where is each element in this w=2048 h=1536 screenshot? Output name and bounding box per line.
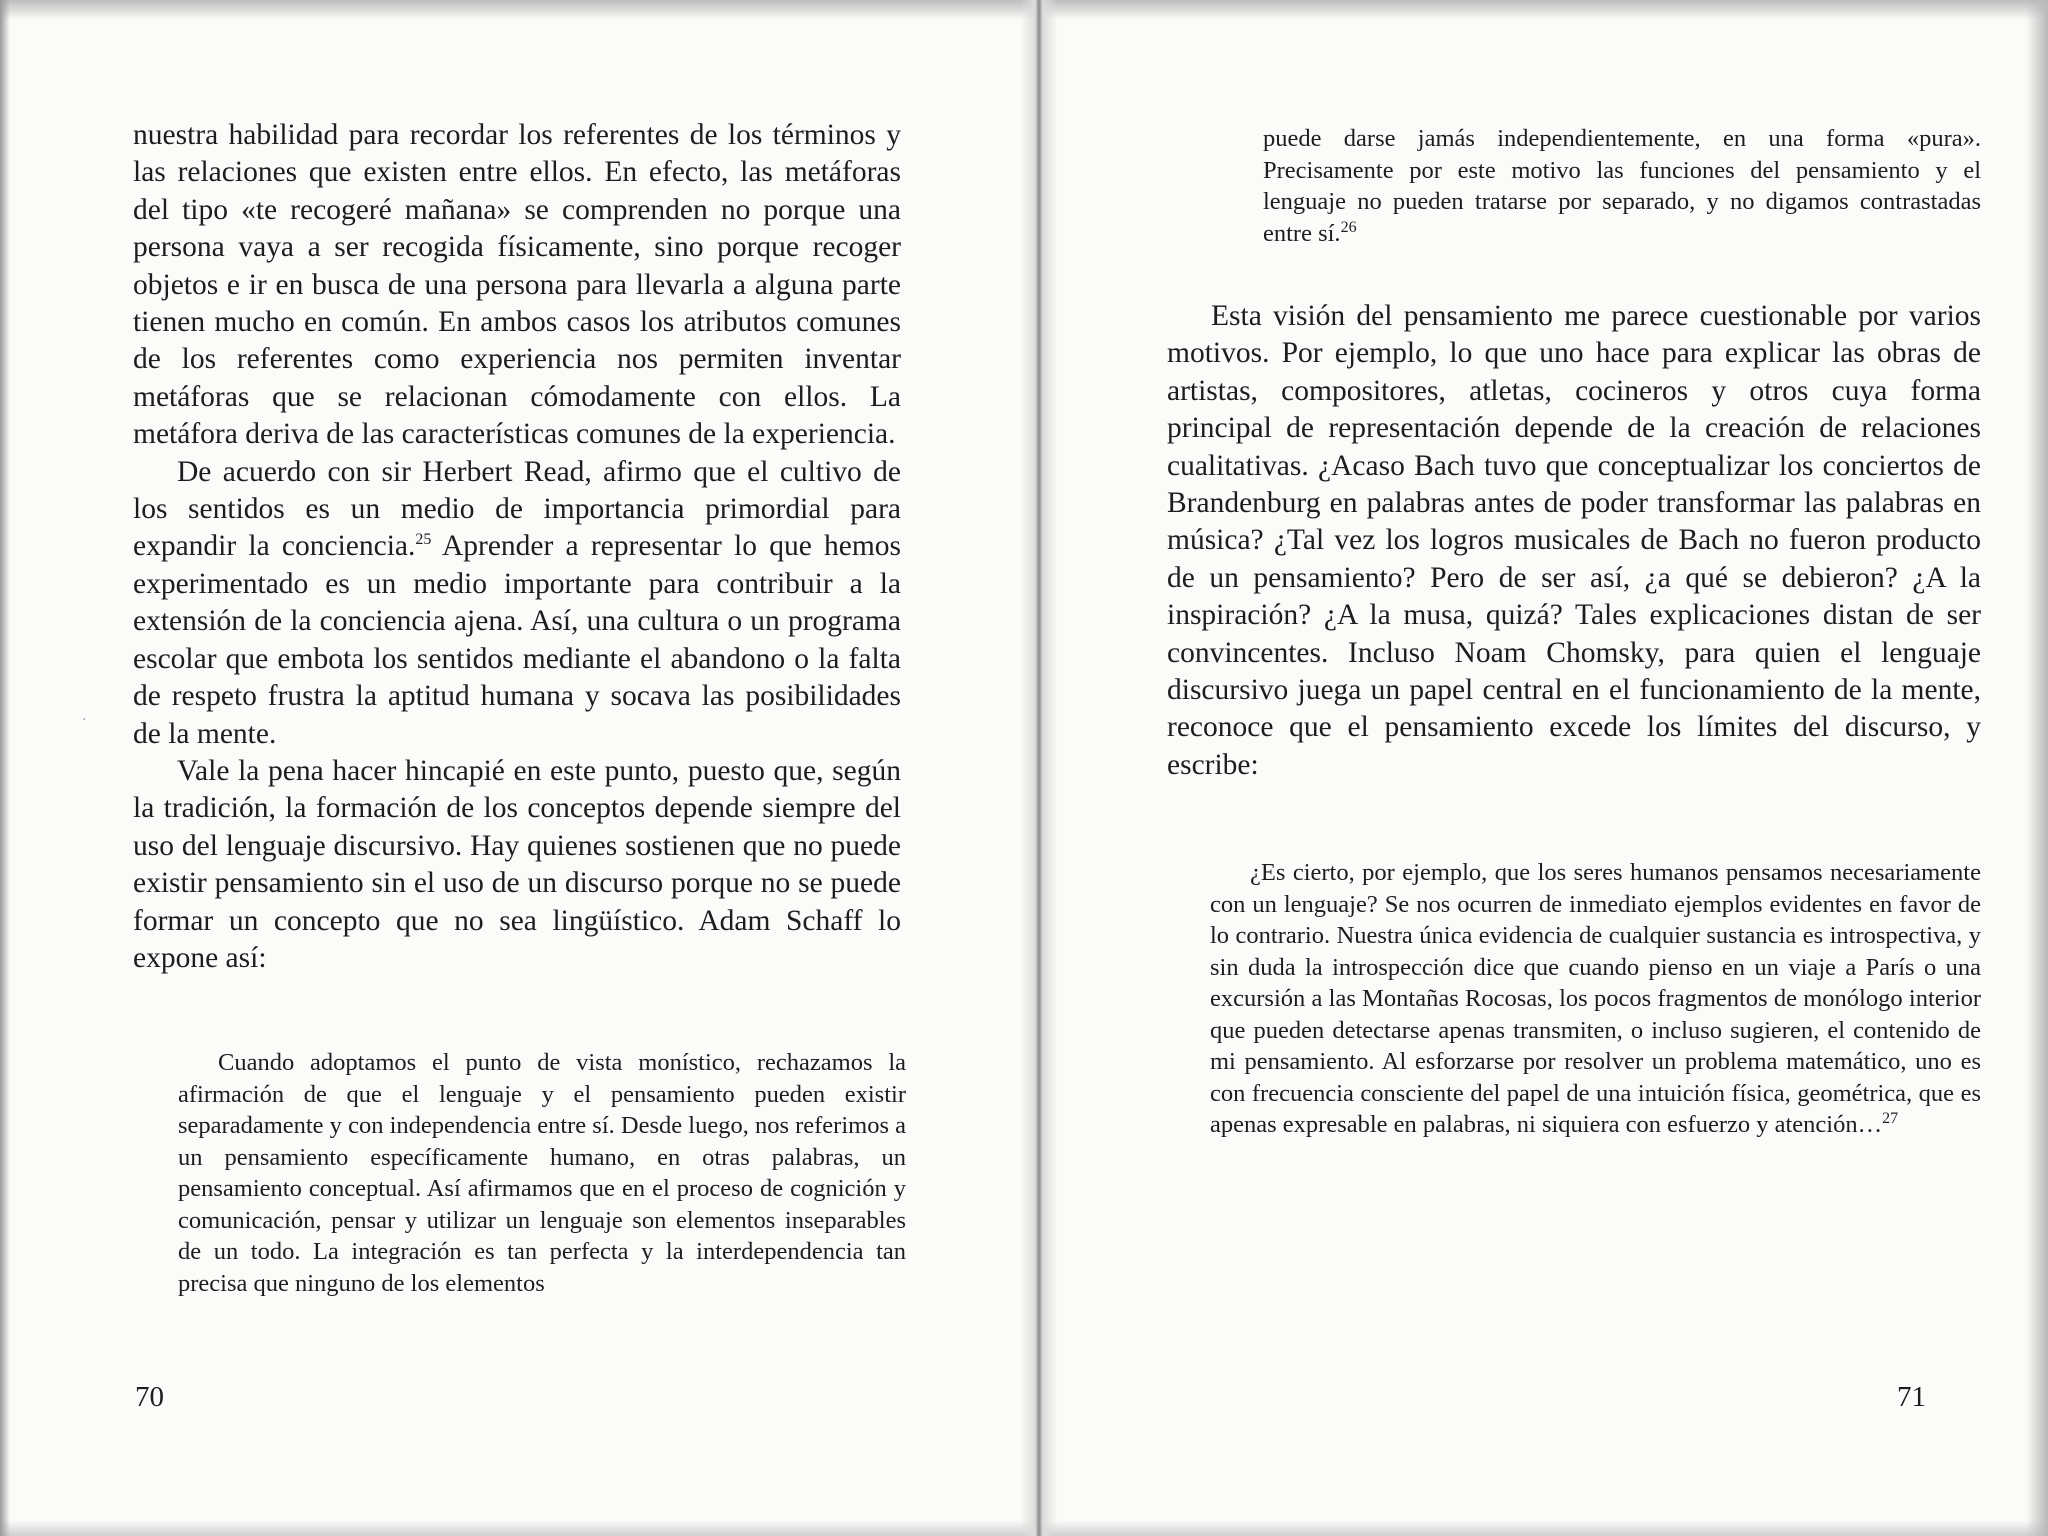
scan-speck: · bbox=[82, 712, 87, 728]
text-run: ¿Es cierto, por ejemplo, que los seres humanos pensamos necesariamente con un lenguaje? Se nos ocurren de inmediato ejemplos evidentes en favor de lo contrario. Nuestra única evidencia de cualquier sustancia es introspectiva, y sin duda la introspección dice que cuando pienso en un viaje a París o una excursión a las Montañas Rocosas, los pocos fragmentos de monólogo interior que pueden detectarse apenas transmiten, o incluso sugieren, el contenido de mi pensamiento. Al esforzarse por resolver un problema matemático, uno es con frecuencia consciente del papel de una intuición física, geométrica, que es apenas expresable en palabras, ni siquiera con esfuerzo y atención… bbox=[1210, 859, 1981, 1138]
paragraph bbox=[1167, 298, 1981, 784]
text-run: De acuerdo con sir Herbert Read, afirmo que el cultivo de los sentidos es un medio de importancia primordial para expandir la conciencia. bbox=[133, 455, 901, 563]
paragraph bbox=[133, 753, 901, 977]
page-number-right: 71 bbox=[1897, 1381, 1926, 1413]
footnote-marker: 27 bbox=[1882, 1109, 1899, 1127]
paragraph bbox=[178, 1047, 906, 1299]
right-page-body bbox=[1167, 298, 1981, 784]
page-number-left: 70 bbox=[135, 1381, 164, 1413]
text-run: Cuando adoptamos el punto de vista monístico, rechazamos la afirmación de que el lenguaje y el pensamiento pueden existir separadamente y con independencia entre sí. Desde luego, nos referimos a un pensamiento específicamente humano, en otras palabras, un pensamiento conceptual. Así afirmamos que en el proceso de cognición y comunicación, pensar y utilizar un lenguaje son elementos inseparables de un todo. La integración es tan perfecta y la interdependencia tan precisa que ninguno de los elementos bbox=[178, 1049, 906, 1297]
left-page-body bbox=[133, 117, 901, 977]
right-page-blockquote bbox=[1210, 857, 1981, 1141]
paragraph bbox=[1263, 123, 1981, 249]
left-page-blockquote bbox=[178, 1047, 906, 1299]
right-page-blockquote-continued bbox=[1263, 123, 1981, 249]
text-run: Aprender a representar lo que hemos experimentado es un medio importante para contribuir a la extensión de la conciencia ajena. Así, una cultura o un programa escolar que embota los sentidos mediante el abandono o la falta de respeto frustra la aptitud humana y socava las posibilidades de la mente. bbox=[133, 530, 902, 750]
paragraph bbox=[133, 117, 901, 454]
paragraph bbox=[1210, 857, 1981, 1141]
text-run: Vale la pena hacer hincapié en este punto, puesto que, según la tradición, la formación de los conceptos depende siempre del uso del lenguaje discursivo. Hay quienes sostienen que no puede existir pensamiento sin el uso de un discurso porque no se puede formar un concepto que no sea lingüístico. Adam Schaff lo expone así: bbox=[133, 754, 901, 974]
text-run: puede darse jamás independientemente, en una forma «pura». Precisamente por este motivo las funciones del pensamiento y el lenguaje no pueden tratarse por separado, y no digamos contrastadas entre sí. bbox=[1263, 125, 1981, 247]
text-run: nuestra habilidad para recordar los referentes de los términos y las relaciones que existen entre ellos. En efecto, las metáforas del tipo «te recogeré mañana» se comprenden no porque una persona vaya a ser recogida físicamente, sino porque recoger objetos e ir en busca de una persona para llevarla a alguna parte tienen mucho en común. En ambos casos los atributos comunes de los referentes como experiencia nos permiten inventar metáforas que se relacionan cómodamente con ellos. La metáfora deriva de las características comunes de la experiencia. bbox=[133, 119, 901, 451]
right-page bbox=[1050, 0, 2048, 1536]
text-run: Esta visión del pensamiento me parece cuestionable por varios motivos. Por ejemplo, lo que uno hace para explicar las obras de artistas, compositores, atletas, cocineros y otros cuya forma principal de representación depende de la creación de relaciones cualitativas. ¿Acaso Bach tuvo que conceptualizar los conciertos de Brandenburg en palabras antes de poder transformar las palabras en música? ¿Tal vez los logros musicales de Bach no fueron producto de un pensamiento? Pero de ser así, ¿a qué se debieron? ¿A la inspiración? ¿A la musa, quizá? Tales explicaciones distan de ser convincentes. Incluso Noam Chomsky, para quien el lenguaje discursivo juega un papel central en el funcionamiento de la mente, reconoce que el pensamiento excede los límites del discurso, y escribe: bbox=[1167, 300, 1981, 781]
footnote-marker: 26 bbox=[1340, 218, 1357, 236]
footnote-marker: 25 bbox=[415, 531, 432, 549]
paragraph bbox=[133, 454, 901, 753]
